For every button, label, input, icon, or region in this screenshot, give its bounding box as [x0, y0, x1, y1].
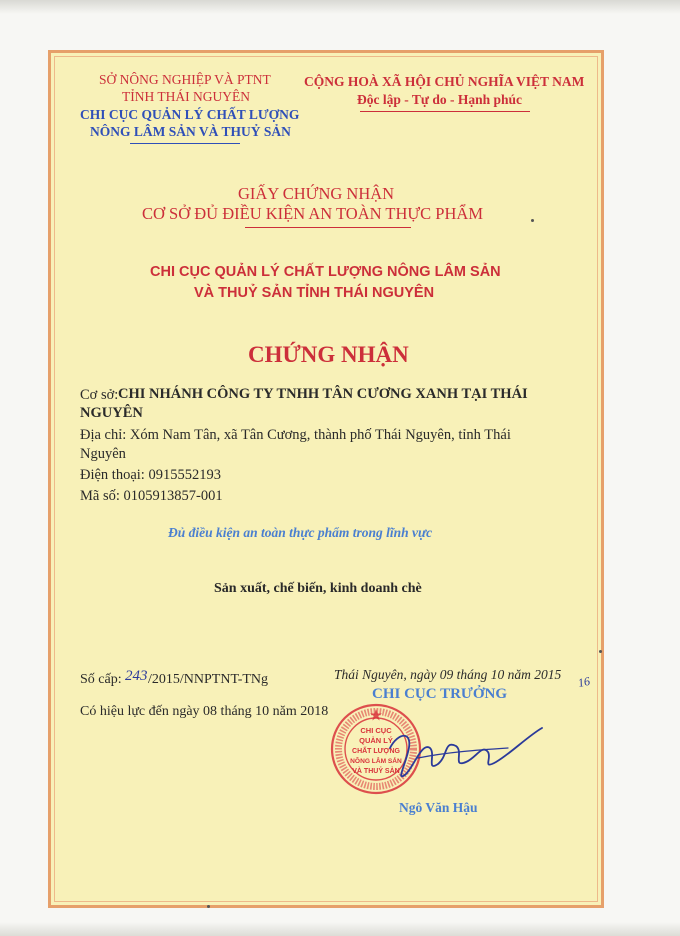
address-line1: Địa chỉ: Xóm Nam Tân, xã Tân Cương, thành phố Thái Nguyên, tỉnh Thái [80, 427, 511, 443]
signature [378, 722, 548, 792]
business-field: Sản xuất, chế biến, kinh doanh chè [214, 581, 422, 596]
signer-title: CHI CỤC TRƯỞNG [372, 686, 508, 702]
stamp-text-line1: CHI CỤC [360, 726, 392, 735]
title-underline [245, 227, 411, 228]
title-line2: CƠ SỞ ĐỦ ĐIỀU KIỆN AN TOÀN THỰC PHẨM [142, 204, 483, 223]
issuer-line2: VÀ THUỶ SẢN TỈNH THÁI NGUYÊN [194, 285, 435, 301]
date-annotation: 16 [576, 673, 592, 691]
title-line1: GIẤY CHỨNG NHẬN [238, 184, 395, 203]
facility-name-line2: NGUYÊN [80, 405, 143, 421]
signer-name: Ngô Văn Hậu [399, 800, 478, 815]
eligibility-text: Đủ điều kiện an toàn thực phẩm trong lĩnh vực [168, 525, 433, 540]
scan-shadow-bottom [0, 922, 680, 936]
header-right-line2: Độc lập - Tự do - Hạnh phúc [357, 92, 523, 107]
facility-name-line1: CHI NHÁNH CÔNG TY TNHH TÂN CƯƠNG XANH TẠI THÁI [118, 386, 528, 402]
header-left-line4: NÔNG LÂM SẢN VÀ THUỶ SẢN [90, 124, 291, 139]
address-line2: Nguyên [80, 446, 126, 462]
stamp-text-line4: NÔNG LÂM SẢN [350, 758, 402, 765]
stamp-text-line2: QUẢN LÝ [359, 736, 393, 745]
header-right-underline [360, 111, 530, 112]
header-right-line1: CỘNG HOÀ XÃ HỘI CHỦ NGHĨA VIỆT NAM [304, 74, 585, 89]
cert-number-handwritten: 243 [125, 668, 148, 684]
validity: Có hiệu lực đến ngày 08 tháng 10 năm 2018 [80, 704, 329, 719]
place-date: Thái Nguyên, ngày 09 tháng 10 năm 2015 [334, 667, 562, 682]
header-left-line3: CHI CỤC QUẢN LÝ CHẤT LƯỢNG [80, 107, 300, 122]
phone: Điện thoại: 0915552193 [80, 467, 221, 483]
scan-speck [599, 650, 602, 653]
issuer-line1: CHI CỤC QUẢN LÝ CHẤT LƯỢNG NÔNG LÂM SẢN [150, 264, 501, 280]
header-left-line2: TỈNH THÁI NGUYÊN [122, 89, 250, 104]
stamp-text-line3: CHẤT LƯỢNG [352, 748, 400, 755]
stamp-text-line5: VÀ THUỶ SẢN [352, 768, 400, 775]
facility-label: Cơ sở: [80, 387, 119, 403]
scan-shadow-top [0, 0, 680, 14]
header-left-line1: SỞ NÔNG NGHIỆP VÀ PTNT [99, 72, 271, 87]
scan-speck [531, 219, 534, 222]
header-left-underline [130, 143, 240, 144]
cert-number-prefix: Số cấp: [80, 672, 122, 687]
scan-speck [207, 905, 210, 908]
certify-heading: CHỨNG NHẬN [248, 342, 409, 367]
code: Mã số: 0105913857-001 [80, 488, 223, 504]
cert-number-suffix: /2015/NNPTNT-TNg [148, 672, 269, 687]
